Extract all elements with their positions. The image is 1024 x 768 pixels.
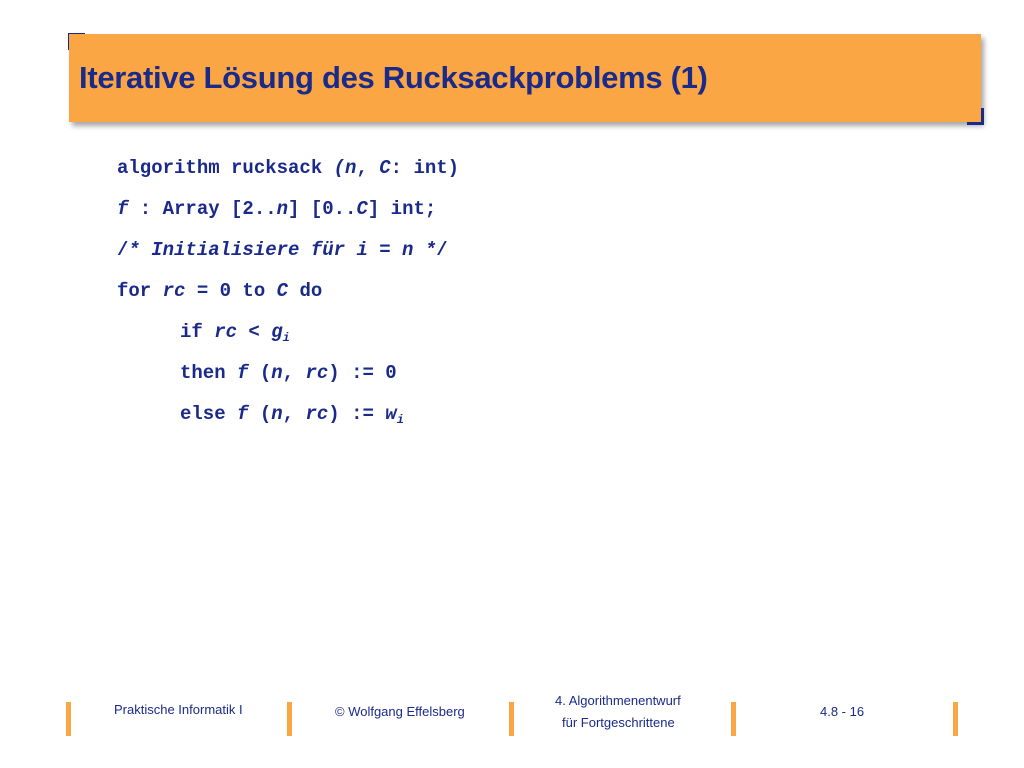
title-bar — [69, 34, 981, 122]
footer-course: Praktische Informatik I — [114, 702, 243, 717]
footer-author: © Wolfgang Effelsberg — [335, 704, 465, 719]
footer-separator — [953, 702, 958, 736]
code-line-6: then f (n, rc) := 0 — [180, 362, 397, 384]
code-line-1: algorithm rucksack (n, C: int) — [117, 157, 460, 179]
code-line-5: if rc < $g_i$ — [180, 321, 290, 345]
footer-separator — [66, 702, 71, 736]
footer-separator — [287, 702, 292, 736]
footer-page-number: 4.8 - 16 — [820, 704, 865, 719]
footer-chapter-line1: 4. Algorithmenentwurf — [555, 693, 681, 708]
footer-chapter-line2: für Fortgeschrittene — [562, 715, 675, 730]
footer-separator — [509, 702, 514, 736]
code-line-2: f : Array [2..n] [0..C] int; — [117, 198, 437, 220]
footer-separator — [731, 702, 736, 736]
code-line-7: else f (n, rc) := $w_i$ — [180, 403, 404, 427]
code-line-4: for rc = 0 to C do — [117, 280, 323, 302]
footer — [0, 690, 1024, 750]
title-corner-bottom-right — [967, 108, 984, 125]
slide-title: Iterative Lösung des Rucksackproblems (1) — [79, 60, 708, 95]
code-block — [117, 154, 459, 441]
code-line-3: /* Initialisiere für i = n */ — [117, 239, 448, 261]
